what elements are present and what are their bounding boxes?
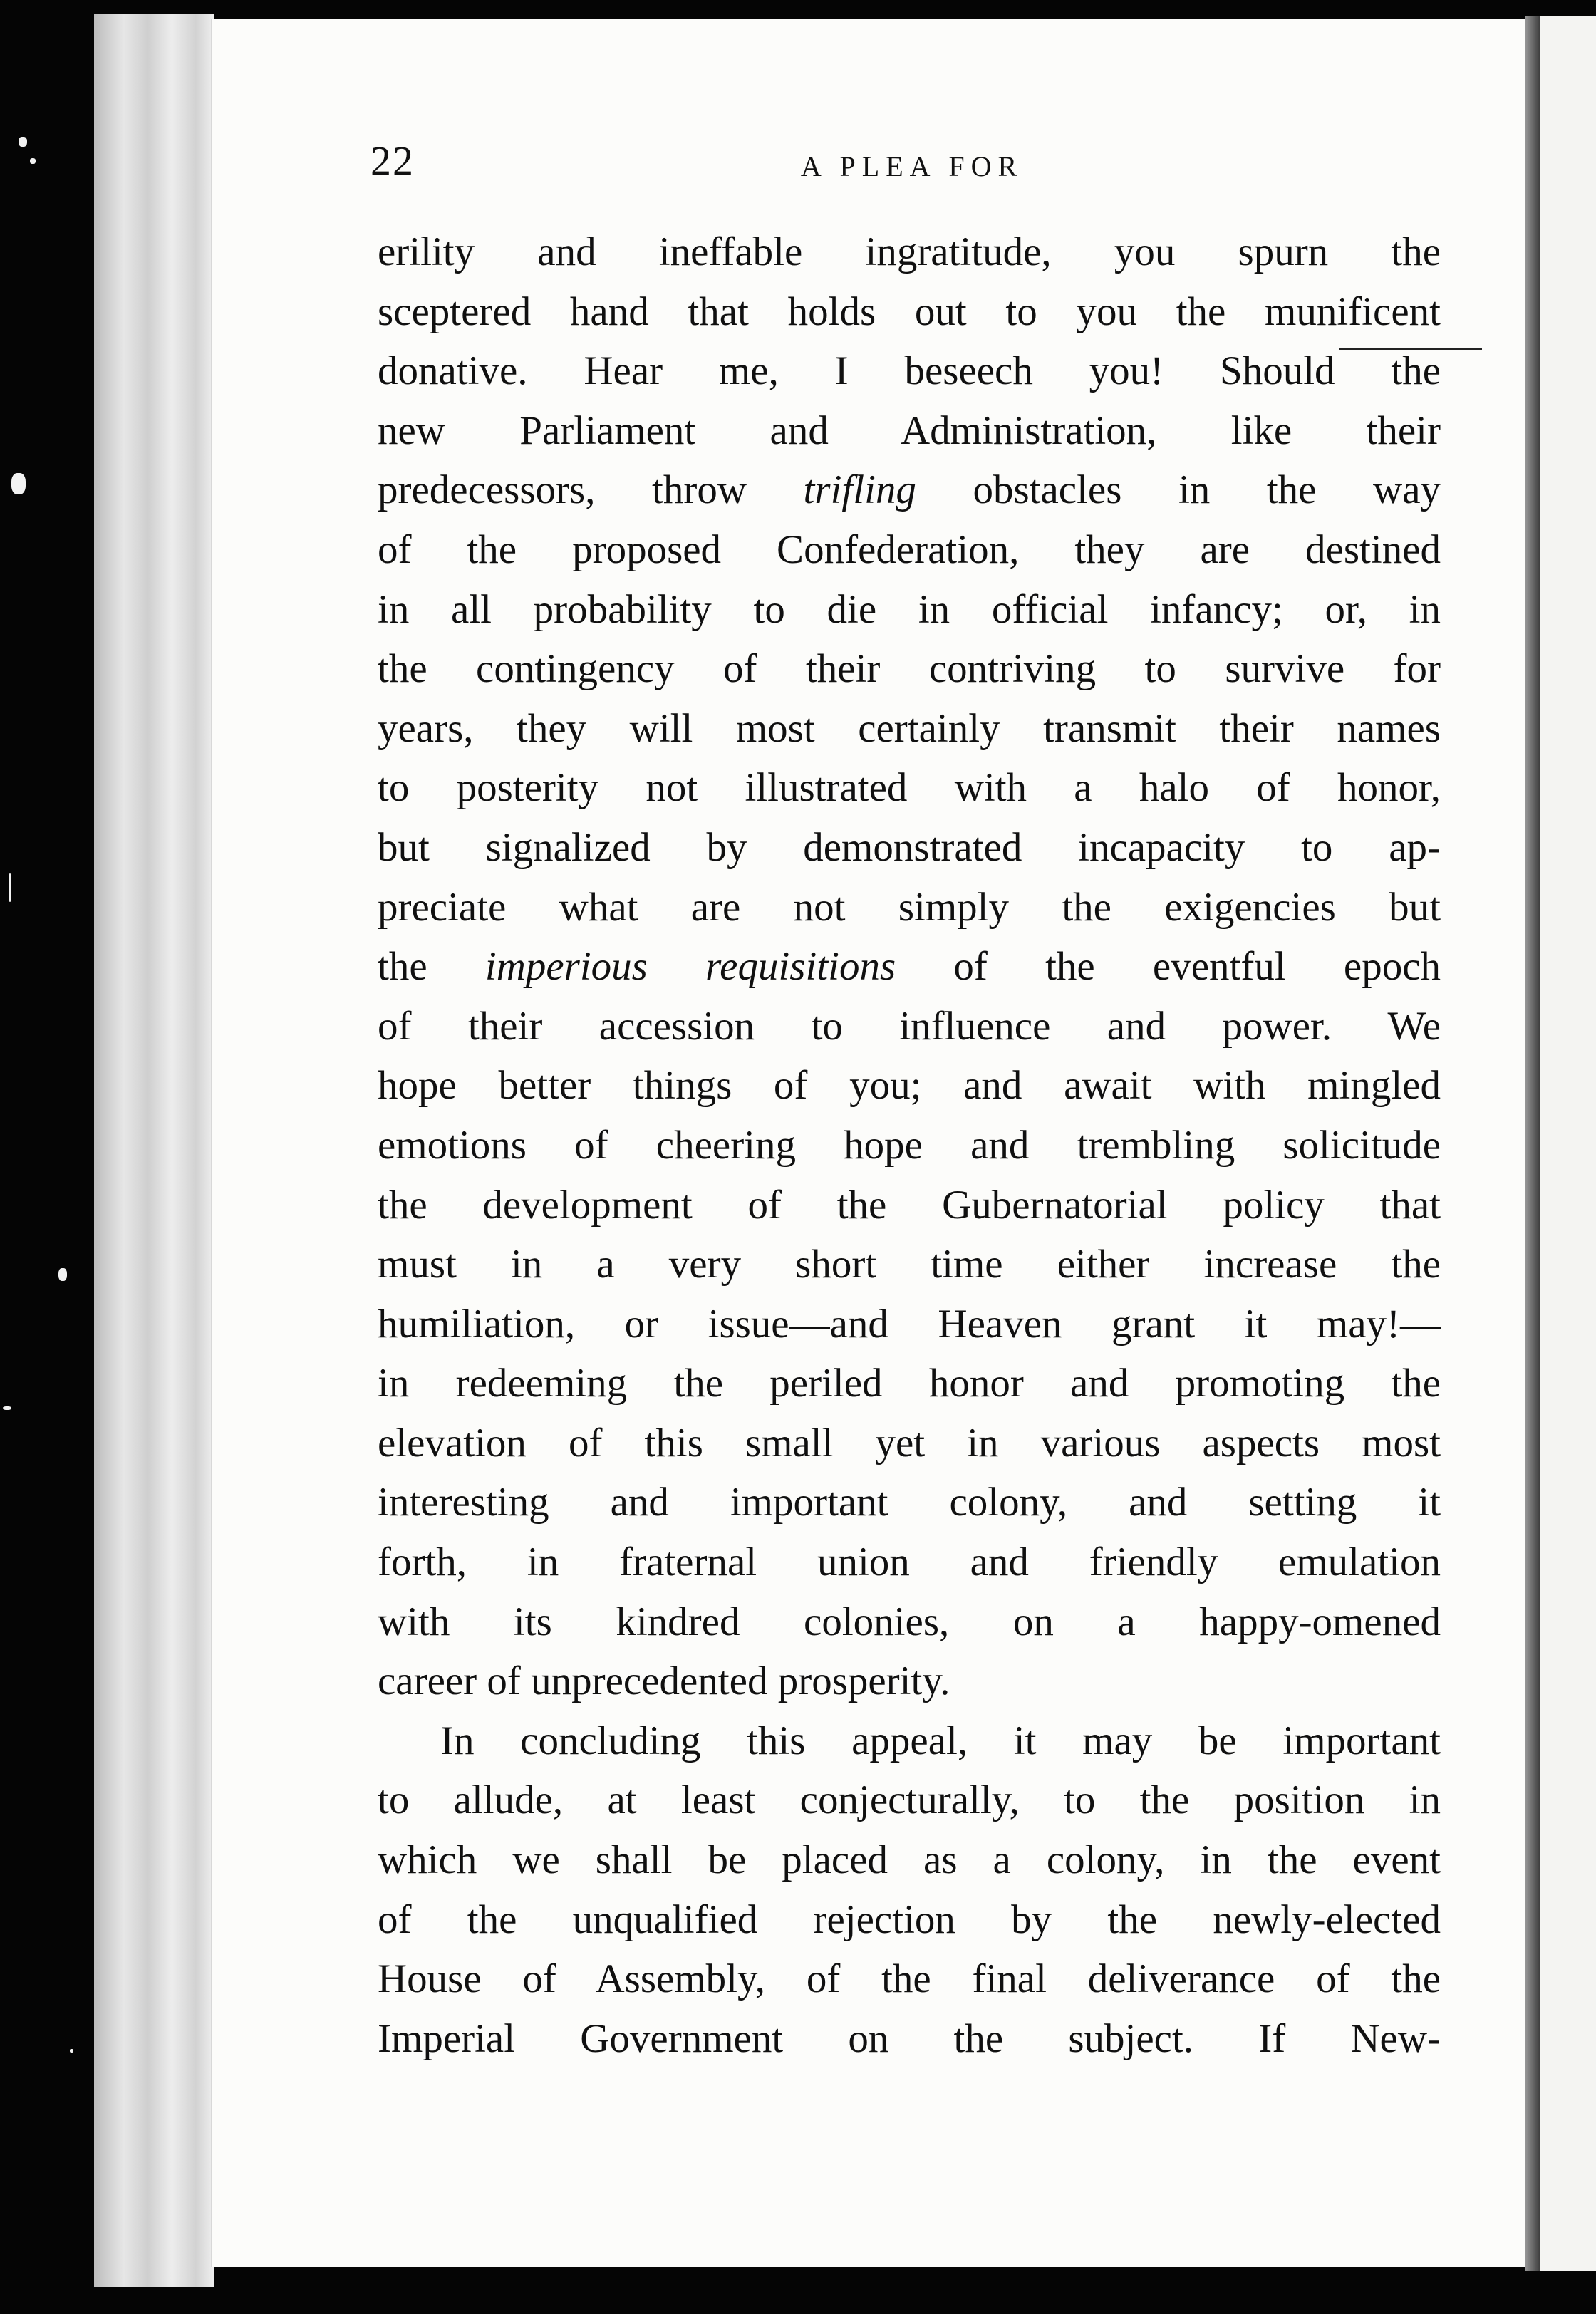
text-line bbox=[378, 1532, 1441, 1592]
text-segment: career of unprecedented prosperity. bbox=[378, 1659, 950, 1704]
text-segment: preciate what are not simply the exigencies but bbox=[378, 884, 1441, 930]
text-line bbox=[378, 401, 1441, 461]
text-line bbox=[378, 878, 1441, 938]
text-line bbox=[378, 460, 1441, 520]
text-segment: with its kindred colonies, on a happy-omened bbox=[378, 1599, 1441, 1644]
text-line bbox=[378, 1473, 1441, 1532]
text-line bbox=[378, 1413, 1441, 1473]
text-line bbox=[378, 1592, 1441, 1652]
text-segment: predecessors, throw bbox=[378, 467, 804, 513]
text-segment: to allude, at least conjecturally, to the position in bbox=[378, 1778, 1441, 1823]
running-head-title: A PLEA FOR bbox=[800, 150, 1024, 182]
text-line bbox=[378, 1295, 1441, 1354]
text-segment: hope better things of you; and await with mingled bbox=[378, 1063, 1441, 1109]
text-line bbox=[378, 758, 1441, 818]
text-segment: new Parliament and Administration, like their bbox=[378, 408, 1441, 453]
text-line bbox=[378, 580, 1441, 640]
running-head bbox=[370, 137, 1454, 201]
text-line bbox=[378, 639, 1441, 699]
text-segment: in redeeming the periled honor and promoting the bbox=[378, 1361, 1441, 1406]
text-line bbox=[378, 997, 1441, 1057]
italic-phrase: imperious requisitions bbox=[484, 944, 896, 990]
italic-phrase: trifling bbox=[803, 467, 916, 513]
text-line bbox=[378, 699, 1441, 759]
text-segment: In concluding this appeal, it may be important bbox=[440, 1718, 1441, 1763]
text-segment: Imperial Government on the subject. If New- bbox=[378, 2015, 1441, 2061]
text-line bbox=[378, 282, 1441, 342]
text-line bbox=[378, 1354, 1441, 1413]
text-line bbox=[378, 1890, 1441, 1950]
text-line bbox=[378, 1056, 1441, 1116]
text-segment: the development of the Gubernatorial policy that bbox=[378, 1182, 1441, 1228]
scan-speck bbox=[9, 873, 11, 902]
text-segment: of the unqualified rejection by the newly-elected bbox=[378, 1897, 1441, 1942]
page-stack-edge bbox=[94, 14, 214, 2287]
text-segment: of their accession to influence and power. We bbox=[378, 1003, 1441, 1049]
scan-speck bbox=[3, 1406, 11, 1410]
text-line bbox=[378, 1176, 1441, 1235]
text-segment: interesting and important colony, and setting it bbox=[378, 1480, 1441, 1525]
scan-speck bbox=[11, 473, 26, 494]
text-line bbox=[378, 1651, 1441, 1711]
text-segment: donative. Hear me, I beseech you! Should the bbox=[378, 348, 1441, 394]
text-line bbox=[378, 1116, 1441, 1176]
text-segment: obstacles in the way bbox=[916, 467, 1441, 513]
page-number: 22 bbox=[370, 138, 415, 184]
text-segment: forth, in fraternal union and friendly emulation bbox=[378, 1540, 1441, 1585]
text-line bbox=[378, 818, 1441, 878]
text-line bbox=[378, 1711, 1441, 1771]
body-text bbox=[378, 222, 1441, 2068]
text-segment: the contingency of their contriving to survive for bbox=[378, 646, 1441, 692]
scan-speck bbox=[30, 158, 36, 164]
scan-speck bbox=[19, 137, 27, 147]
text-line bbox=[378, 2009, 1441, 2069]
text-line bbox=[378, 341, 1441, 401]
text-segment: which we shall be placed as a colony, in the event bbox=[378, 1837, 1441, 1883]
text-segment: elevation of this small yet in various aspects most bbox=[378, 1420, 1441, 1465]
text-segment: humiliation, or issue—and Heaven grant it may!— bbox=[378, 1301, 1441, 1347]
text-segment: erility and ineffable ingratitude, you spurn the bbox=[378, 229, 1441, 274]
text-segment: must in a very short time either increase the bbox=[378, 1242, 1441, 1287]
text-line bbox=[378, 937, 1441, 997]
text-line bbox=[378, 222, 1441, 282]
text-line bbox=[378, 520, 1441, 580]
text-line bbox=[378, 1235, 1441, 1295]
text-segment: of the eventful epoch bbox=[896, 944, 1441, 990]
scan-speck bbox=[58, 1268, 67, 1281]
text-line bbox=[378, 1830, 1441, 1890]
scan-speck bbox=[70, 2049, 73, 2053]
text-segment: the bbox=[378, 944, 485, 990]
text-segment: sceptered hand that holds out to you the munificent bbox=[378, 289, 1441, 334]
text-segment: emotions of cheering hope and trembling solicitude bbox=[378, 1122, 1441, 1168]
text-segment: House of Assembly, of the final deliverance of the bbox=[378, 1956, 1441, 2002]
facing-page-edge bbox=[1540, 16, 1596, 2271]
gutter-shadow bbox=[1525, 16, 1540, 2271]
text-segment: years, they will most certainly transmit their names bbox=[378, 705, 1441, 751]
text-segment: of the proposed Confederation, they are destined bbox=[378, 526, 1441, 572]
text-line bbox=[378, 1770, 1441, 1830]
text-line bbox=[378, 1949, 1441, 2009]
text-segment: in all probability to die in official infancy; or, in bbox=[378, 586, 1441, 632]
text-segment: to posterity not illustrated with a halo of honor, bbox=[378, 765, 1441, 811]
text-segment: but signalized by demonstrated incapacity to ap- bbox=[378, 824, 1441, 870]
